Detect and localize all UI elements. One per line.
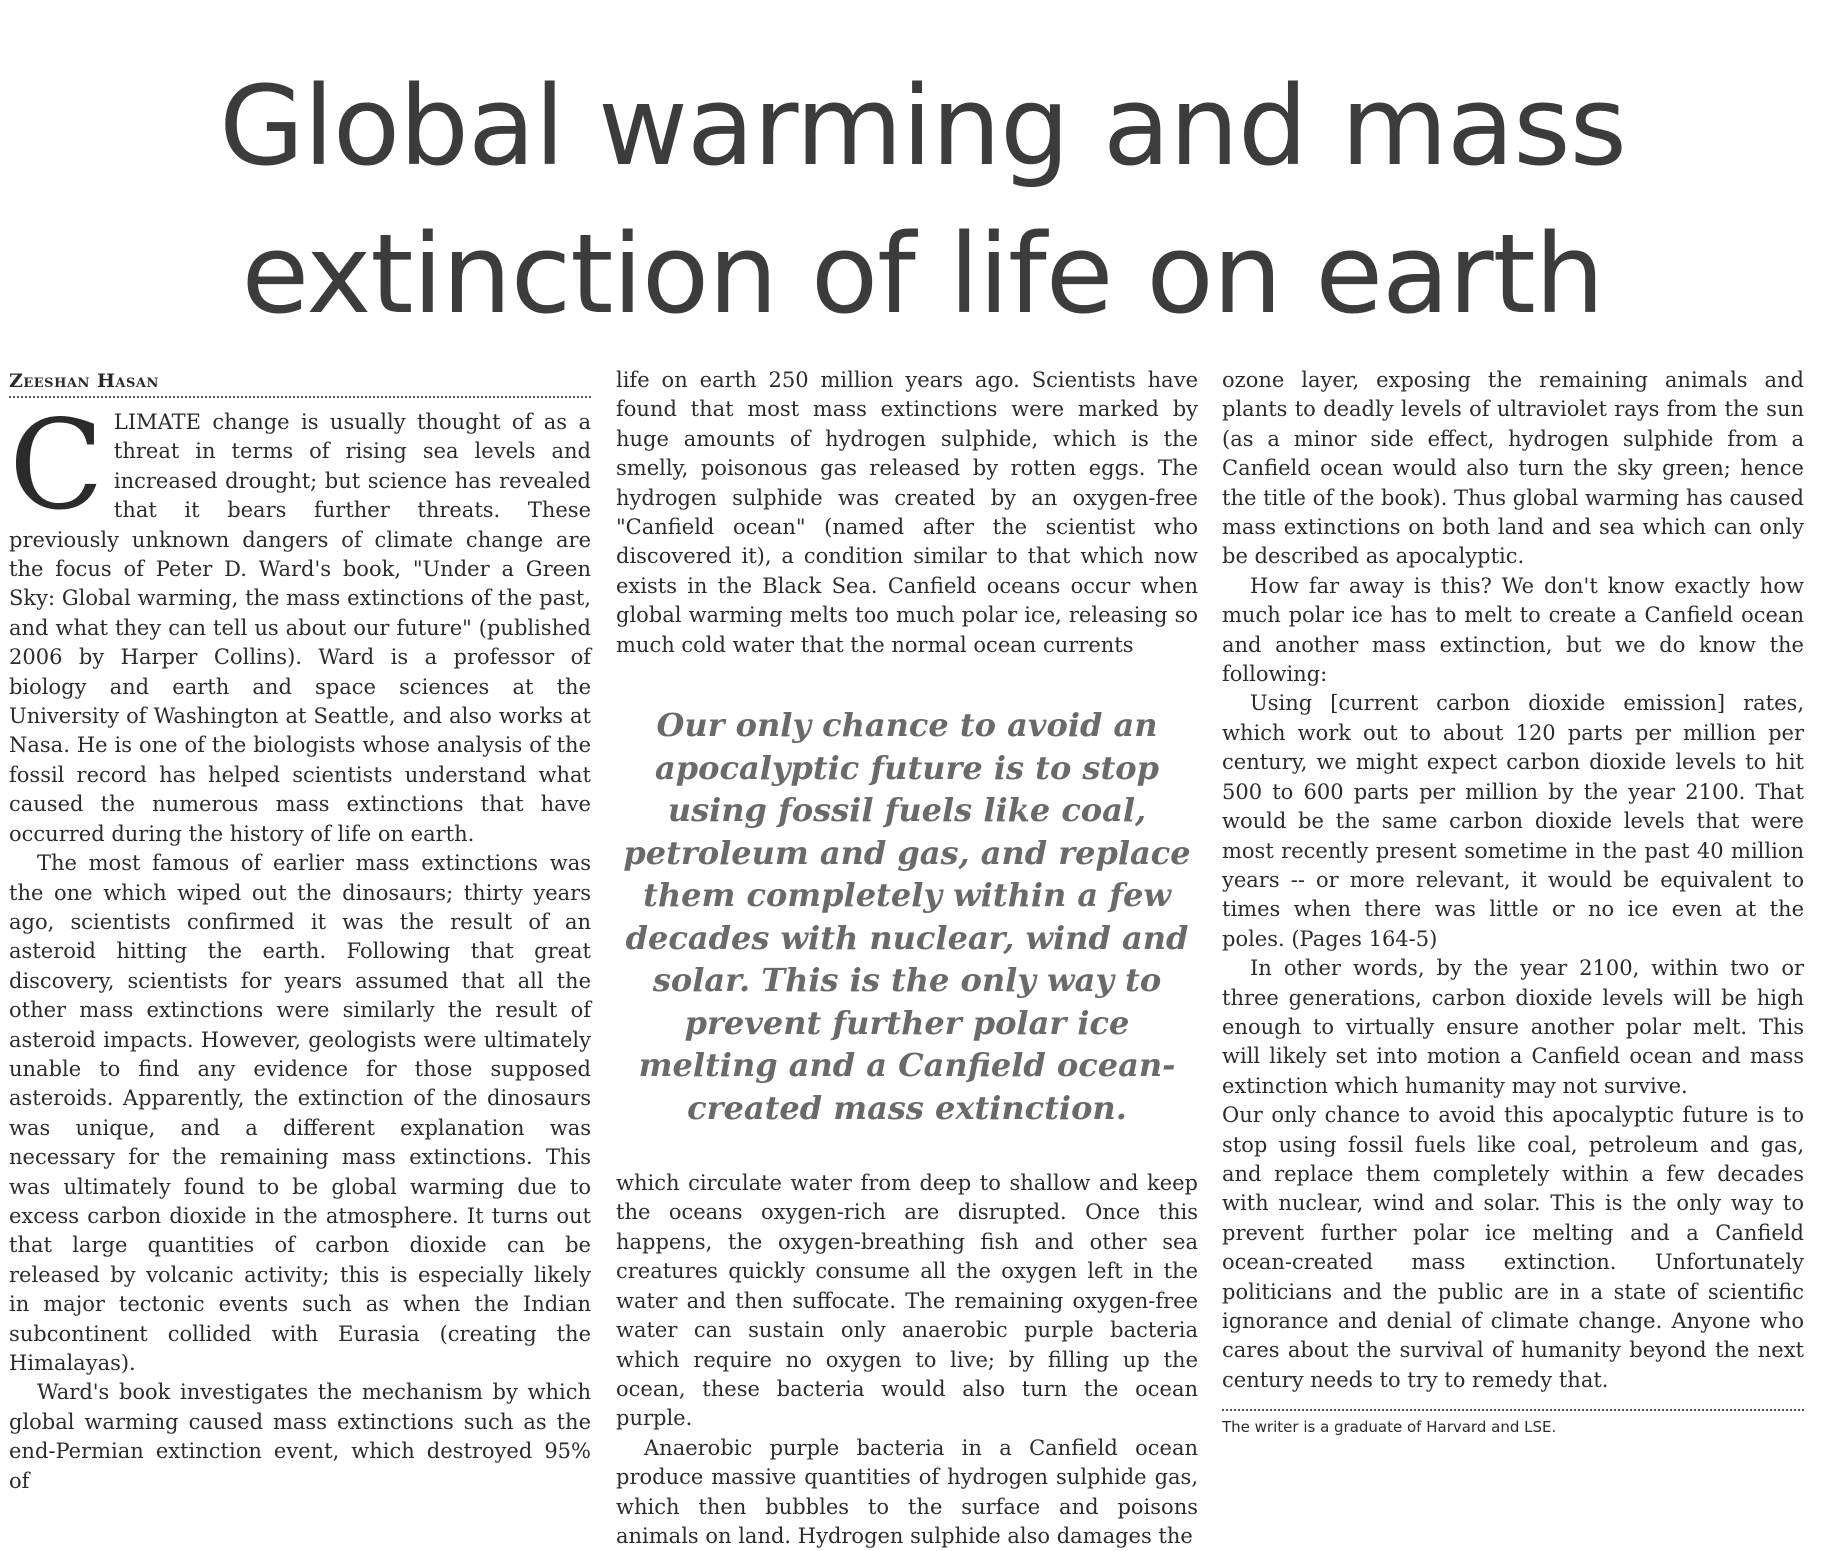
article-column-1: [9, 366, 591, 1496]
column-3-paragraph-2: How far away is this? We don't know exactly how much polar ice has to melt to create a Canfield ocean and another mass extinction, but we do know the following:: [1222, 573, 1804, 687]
column-2-paragraph-1: life on earth 250 million years ago. Scientists have found that most mass extinctions were marked by huge amounts of hydrogen sulphide, which is the smelly, poisonous gas released by rotten eggs. The hydrogen sulphide was created by an oxygen-free "Canfield ocean" (named after the scientist who discovered it), a condition similar to that which now exists in the Black Sea. Canfield oceans occur when global warming melts too much polar ice, releasing so much cold water that the normal ocean currents: [616, 368, 1198, 657]
column-3-paragraph-3: Using [current carbon dioxide emission] rates, which work out to about 120 parts per million per century, we might expect carbon dioxide levels to hit 500 to 600 parts per million by the year 2100. That would be the same carbon dioxide levels that were most recently present sometime in the past 40 million years -- or more relevant, it would be equivalent to times when there was little or no ice even at the poles. (Pages 164-5): [1222, 691, 1804, 951]
article-column-3: [1222, 366, 1804, 1439]
column-2-paragraph-3: Anaerobic purple bacteria in a Canfield ocean produce massive quantities of hydrogen sulphide gas, which then bubbles to the surface and poisons animals on land. Hydrogen sulphide also damages the: [616, 1435, 1198, 1548]
column-1-paragraph-1-text: LIMATE change is usually thought of as a threat in terms of rising sea levels and increased drought; but science has revealed that it bears further threats. These previously unknown dangers of climate change are the focus of Peter D. Ward's book, "Under a Green Sky: Global warming, the mass extinctions of the past, and what they can tell us about our future" (published 2006 by Harper Collins). Ward is a professor of biology and earth and space sciences at the University of Washington at Seattle, and also works at Nasa. He is one of the biologists whose analysis of the fossil record has helped scientists understand what caused the numerous mass extinctions that have occurred during the history of life on earth.: [9, 410, 591, 846]
column-1-paragraph-2: The most famous of earlier mass extinctions was the one which wiped out the dinosaurs; thirty years ago, scientists confirmed it was the result of an asteroid hitting the earth. Following that great discovery, scientists for years assumed that all the other mass extinctions were similarly the result of asteroid impacts. However, geologists were ultimately unable to find any evidence for those supposed asteroids. Apparently, the extinction of the dinosaurs was unique, and a different explanation was necessary for the remaining mass extinctions. This was ultimately found to be global warming due to excess carbon dioxide in the atmosphere. It turns out that large quantities of carbon dioxide can be released by volcanic activity; this is especially likely in major tectonic events such as when the Indian subcontinent collided with Eurasia (creating the Himalayas).: [9, 851, 591, 1375]
headline-line-1: Global warming and mass: [219, 62, 1626, 190]
footer-divider: [1222, 1409, 1804, 1411]
headline-line-2: extinction of life on earth: [241, 210, 1604, 338]
drop-cap: C: [9, 394, 104, 538]
byline: Zeeshan Hasan: [9, 366, 591, 398]
column-1-paragraph-1: [9, 394, 591, 849]
column-2-paragraph-2: which circulate water from deep to shallow and keep the oceans oxygen-rich are disrupted. Once this happens, the oxygen-breathing fish and other sea creatures quickly consume all the oxygen left in the water and then suffocate. The remaining oxygen-free water can sustain only anaerobic purple bacteria which require no oxygen to live; by filling up the ocean, these bacteria would also turn the ocean purple.: [616, 1171, 1198, 1431]
column-3-paragraph-4: In other words, by the year 2100, within two or three generations, carbon dioxide levels will be high enough to virtually ensure another polar melt. This will likely set into motion a Canfield ocean and mass extinction which humanity may not survive.: [1222, 956, 1804, 1098]
column-3-paragraph-1: ozone layer, exposing the remaining animals and plants to deadly levels of ultraviolet rays from the sun (as a minor side effect, hydrogen sulphide from a Canfield ocean would also turn the sky green; hence the title of the book). Thus global warming has caused mass extinctions on both land and sea which can only be described as apocalyptic.: [1222, 368, 1804, 569]
headline: [0, 52, 1845, 348]
pull-quote: Our only chance to avoid an apocalyptic future is to stop using fossil fuels like coal, petroleum and gas, and replace them completely within a few decades with nuclear, wind and solar. This is the only way to prevent further polar ice melting and a Canfield ocean-created mass extinction.: [623, 706, 1191, 1127]
author-footnote: The writer is a graduate of Harvard and LSE.: [1222, 1418, 1557, 1437]
column-3-paragraph-5: Our only chance to avoid this apocalyptic future is to stop using fossil fuels like coal, petroleum and gas, and replace them completely within a few decades with nuclear, wind and solar. This is the only way to prevent further polar ice melting and a Canfield ocean-created mass extinction. Unfortunately politicians and the public are in a state of scientific ignorance and denial of climate change. Anyone who cares about the survival of humanity beyond the next century needs to try to remedy that.: [1222, 1103, 1804, 1392]
article-column-2: [616, 366, 1198, 1551]
column-1-paragraph-3: Ward's book investigates the mechanism by which global warming caused mass extinctions such as the end-Permian extinction event, which destroyed 95% of: [9, 1380, 591, 1493]
